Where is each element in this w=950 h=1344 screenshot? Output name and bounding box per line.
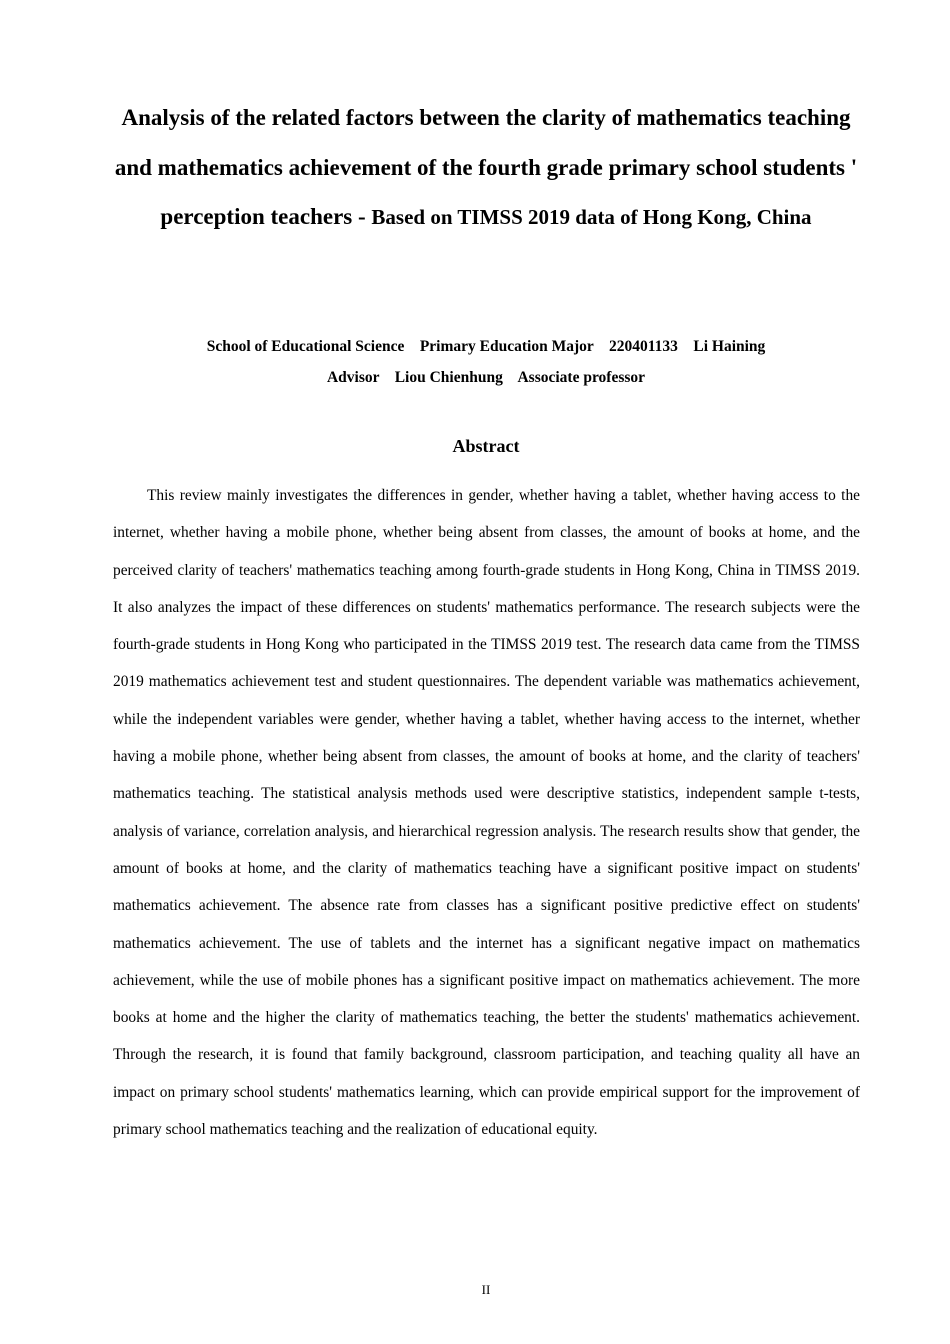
advisor-line: Advisor Liou Chienhung Associate professor: [326, 369, 646, 386]
abstract-heading: Abstract: [452, 436, 520, 456]
paper-title-tail: Based on TIMSS 2019 data of Hong Kong, China: [371, 205, 812, 229]
author-line: School of Educational Science Primary Education Major 220401133 Li Haining: [206, 338, 766, 355]
abstract-body: This review mainly investigates the differences in gender, whether having a tablet, whether having access to the internet, whether having a mobile phone, whether being absent from classes, the amount of books at home, and the perceived clarity of teachers' mathematics teaching among fourth-grade students in Hong Kong, China in TIMSS 2019. It also analyzes the impact of these differences on students' mathematics performance. The research subjects were the fourth-grade students in Hong Kong who participated in the TIMSS 2019 test. The research data came from the TIMSS 2019 mathematics achievement test and student questionnaires. The dependent variable was mathematics achievement, while the independent variables were gender, whether having a tablet, whether having access to the internet, whether having a mobile phone, whether being absent from classes, the amount of books at home, and the clarity of teachers' mathematics teaching. The statistical analysis methods used were descriptive statistics, independent sample t-tests, analysis of variance, correlation analysis, and hierarchical regression analysis. The research results show that gender, the amount of books at home, and the clarity of mathematics teaching have a significant positive impact on students' mathematics achievement. The absence rate from classes has a significant positive predictive effect on students' mathematics achievement. The use of tablets and the internet has a significant negative impact on mathematics achievement, while the use of mobile phones has a significant positive impact on mathematics achievement. The more books at home and the higher the clarity of mathematics teaching, the better the students' mathematics achievement. Through the research, it is found that family background, classroom participation, and teaching quality all have an impact on primary school students' mathematics learning, which can provide empirical support for the improvement of primary school mathematics teaching and the realization of educational equity.: [113, 487, 860, 1139]
page-number: II: [481, 1282, 491, 1297]
paper-title: [110, 93, 862, 243]
paper-title-main: Analysis of the related factors between the clarity of mathematics teaching and mathematics achievement of the fourth grade primary school students ' perception teachers -: [114, 105, 858, 229]
